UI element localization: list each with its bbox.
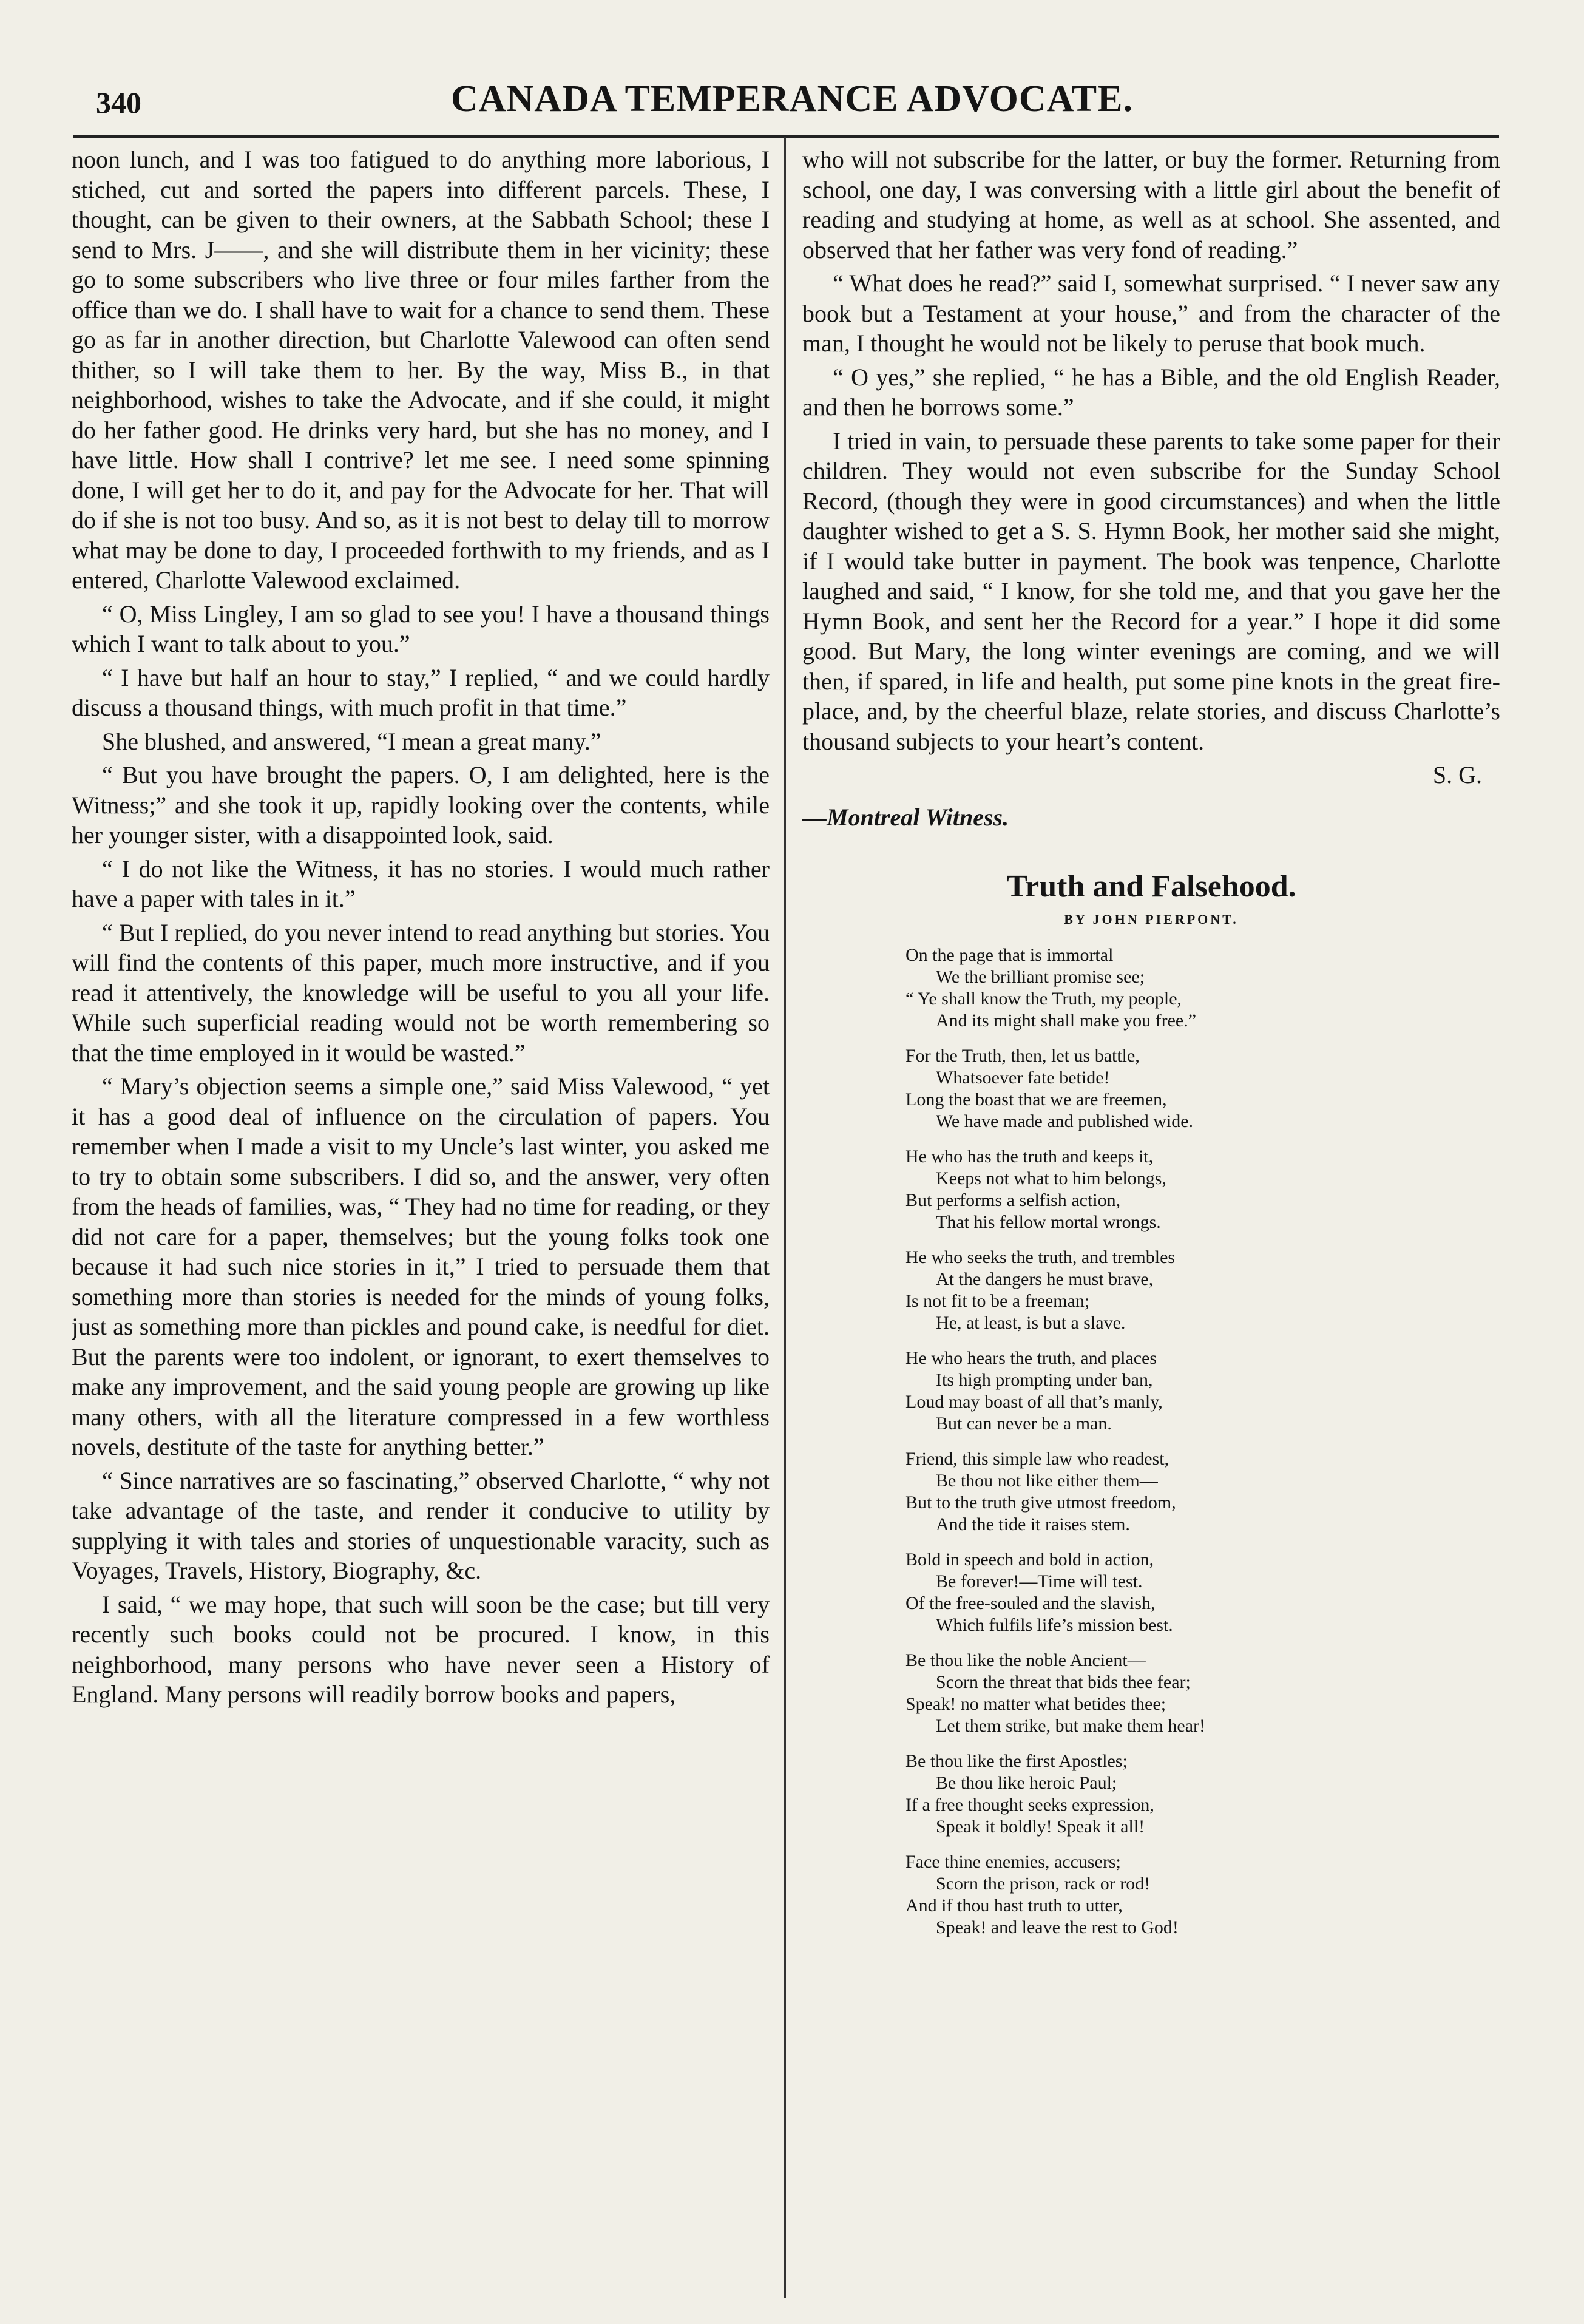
paragraph: “ But I replied, do you never intend to read anything but stories. You will find the contents of this paper, much more instructive, and if you read it attentively, the knowledge will be useful to you all your life. While such superficial reading would not be worth remembering so that the time employed in it would be wasted.”: [72, 918, 770, 1066]
poem-line: Long the boast that we are freemen,: [905, 1089, 1167, 1109]
poem-line: Be thou like the noble Ancient—: [905, 1650, 1146, 1670]
poem-line: If a free thought seeks expression,: [905, 1795, 1154, 1815]
poem-line: But performs a selfish action,: [905, 1190, 1121, 1210]
poem-line: Its high prompting under ban,: [936, 1370, 1153, 1390]
poem-stanza: [905, 1549, 1500, 1636]
poem-line: He who has the truth and keeps it,: [905, 1147, 1154, 1167]
paragraph: “ What does he read?” said I, somewhat surprised. “ I never saw any book but a Testament at your house,” and from the character of the man, I thought he would not be likely to peruse that book much.: [802, 269, 1500, 357]
poem-line: But can never be a man.: [936, 1414, 1112, 1434]
paragraph: “ But you have brought the papers. O, I am delighted, here is the Witness;” and she took it up, rapidly looking over the contents, while her younger sister, with a disappointed look, said.: [72, 761, 770, 849]
page-header: [85, 78, 1499, 138]
source-credit: —Montreal Witness.: [802, 803, 1009, 831]
poem-line: And its might shall make you free.”: [936, 1011, 1197, 1031]
poem-line: Friend, this simple law who readest,: [905, 1449, 1169, 1469]
running-title: CANADA TEMPERANCE ADVOCATE.: [450, 78, 1134, 120]
poem-line: Speak! and leave the rest to God!: [936, 1917, 1179, 1937]
poem-stanza: [905, 1247, 1500, 1334]
poem-line: Face thine enemies, accusers;: [905, 1852, 1121, 1872]
poem-line: That his fellow mortal wrongs.: [936, 1212, 1161, 1232]
poem-stanza: [905, 1851, 1500, 1939]
paragraph: She blushed, and answered, “I mean a great many.”: [102, 727, 601, 755]
poem-line: On the page that is immortal: [905, 945, 1114, 965]
poem-line: Loud may boast of all that’s manly,: [905, 1392, 1163, 1412]
poem-line: And the tide it raises stem.: [936, 1514, 1130, 1534]
poem: [802, 869, 1500, 1939]
article-signature: S. G.: [1432, 761, 1482, 788]
poem-line: For the Truth, then, let us battle,: [905, 1046, 1140, 1066]
paragraph: “ I have but half an hour to stay,” I replied, “ and we could hardly discuss a thousand things, with much profit in that time.”: [72, 663, 770, 721]
page-number: 340: [96, 86, 141, 120]
poem-line: Bold in speech and bold in action,: [905, 1550, 1154, 1570]
poem-line: Keeps not what to him belongs,: [936, 1168, 1166, 1188]
poem-line: Speak! no matter what betides thee;: [905, 1694, 1166, 1714]
paragraph: “ Mary’s objection seems a simple one,” said Miss Valewood, “ yet it has a good deal of influence on the circulation of papers. You remember when I made a visit to my Uncle’s last winter, you asked me to try to obtain some subscribers. I did so, and the answer, very often from the heads of families, was, “ They had no time for reading, or they did not care for a paper, themselves; but the young folks took one because it had such nice stories in it,” I tried to persuade them that something more than stories is needed for the minds of young folks, just as something more than pickles and pound cake, is needful for diet. But the parents were too indolent, or ignorant, to exert themselves to make any improvement, and the said young people are growing up like many others, with all the literature compressed in a few worthless novels, destitute of the taste for anything better.”: [72, 1072, 770, 1460]
paragraph: “ I do not like the Witness, it has no stories. I would much rather have a paper with tales in it.”: [72, 855, 770, 912]
poem-stanza: [905, 1347, 1500, 1435]
left-column: [72, 144, 770, 2293]
poem-line: And if thou hast truth to utter,: [905, 1895, 1123, 1916]
poem-line: Be forever!—Time will test.: [936, 1571, 1143, 1591]
poem-stanza: [905, 1750, 1500, 1838]
paragraph: “ O, Miss Lingley, I am so glad to see you! I have a thousand things which I want to talk about to you.”: [72, 600, 770, 657]
poem-line: Of the free-souled and the slavish,: [905, 1593, 1156, 1613]
paragraph: I said, “ we may hope, that such will soon be the case; but till very recently such books could not be procured. I know, in this neighborhood, many persons who have never seen a History of England. Many persons will readily borrow books and papers,: [72, 1590, 770, 1708]
poem-stanza: [905, 1146, 1500, 1233]
paragraph: noon lunch, and I was too fatigued to do anything more laborious, I stiched, cut and sorted the papers into different parcels. These, I thought, can be given to their owners, at the Sabbath School; these I send to Mrs. J——, and she will distribute them in her vicinity; these go to some subscribers who live three or four miles farther from the office than we do. I shall have to wait for a chance to send them. These go as far in another direction, but Charlotte Valewood can often send thither, so I will take them to her. By the way, Miss B., in that neighborhood, wishes to take the Advocate, and if she could, it might do her father good. He drinks very hard, but she has no money, and I have little. How shall I contrive? let me see. I need some spinning done, I will get her to do it, and pay for the Advocate for her. That will do if she is not too busy. And so, as it is not best to delay till to morrow what may be done to day, I proceeded forthwith to my friends, and as I entered, Charlotte Valewood exclaimed.: [72, 146, 770, 594]
poem-line: Scorn the threat that bids thee fear;: [936, 1672, 1191, 1692]
poem-line: We the brilliant promise see;: [936, 967, 1145, 987]
poem-stanza: [905, 1045, 1500, 1133]
poem-byline: BY JOHN PIERPONT.: [1064, 912, 1239, 927]
header-rule: [73, 135, 1499, 138]
column-divider: [784, 137, 786, 2298]
poem-line: Speak it boldly! Speak it all!: [936, 1817, 1145, 1837]
right-column: [802, 144, 1500, 2293]
poem-title: Truth and Falsehood.: [1006, 869, 1296, 904]
paragraph: who will not subscribe for the latter, or buy the former. Returning from school, one day, I was conversing with a little girl about the benefit of reading and studying at home, as well as at school. She assented, and observed that her father was very fond of reading.”: [802, 146, 1500, 263]
poem-stanza: [905, 1448, 1500, 1536]
poem-line: He, at least, is but a slave.: [936, 1313, 1126, 1333]
poem-line: But to the truth give utmost freedom,: [905, 1492, 1176, 1513]
poem-line: Be thou like the first Apostles;: [905, 1751, 1128, 1771]
poem-stanza: [905, 944, 1500, 1032]
paragraph: “ Since narratives are so fascinating,” observed Charlotte, “ why not take advantage of the taste, and render it conducive to utility by supplying it with tales and stories of unquestionable varacity, such as Voyages, Travels, History, Biography, &c.: [72, 1466, 770, 1584]
poem-line: Is not fit to be a freeman;: [905, 1291, 1090, 1311]
poem-stanza: [905, 1650, 1500, 1737]
paragraph: I tried in vain, to persuade these parents to take some paper for their children. They would not even subscribe for the Sunday School Record, (though they were in good circumstances) and when the little daughter wished to get a S. S. Hymn Book, her mother said she might, if I would take butter in payment. The book was tenpence, Charlotte laughed and said, “ I know, for she told me, and that you gave her the Hymn Book, and sent her the Record for a year.” I hope it did some good. But Mary, the long winter evenings are coming, and we will then, if spared, in life and health, put some pine knots in the great fire-place, and, by the cheerful blaze, relate stories, and discuss Charlotte’s thousand subjects to your heart’s content.: [802, 427, 1500, 755]
poem-line: Scorn the prison, rack or rod!: [936, 1874, 1151, 1894]
paragraph: “ O yes,” she replied, “ he has a Bible, and the old English Reader, and then he borrows some.”: [802, 363, 1500, 421]
poem-line: Be thou not like either them—: [936, 1471, 1158, 1491]
poem-line: Let them strike, but make them hear!: [936, 1716, 1206, 1736]
poem-line: “ Ye shall know the Truth, my people,: [905, 989, 1182, 1009]
poem-line: At the dangers he must brave,: [936, 1269, 1154, 1289]
poem-line: Be thou like heroic Paul;: [936, 1773, 1117, 1793]
poem-line: Which fulfils life’s mission best.: [936, 1615, 1173, 1635]
poem-line: He who hears the truth, and places: [905, 1348, 1157, 1368]
poem-line: Whatsoever fate betide!: [936, 1068, 1110, 1088]
poem-line: We have made and published wide.: [936, 1111, 1194, 1131]
poem-line: He who seeks the truth, and trembles: [905, 1247, 1176, 1267]
